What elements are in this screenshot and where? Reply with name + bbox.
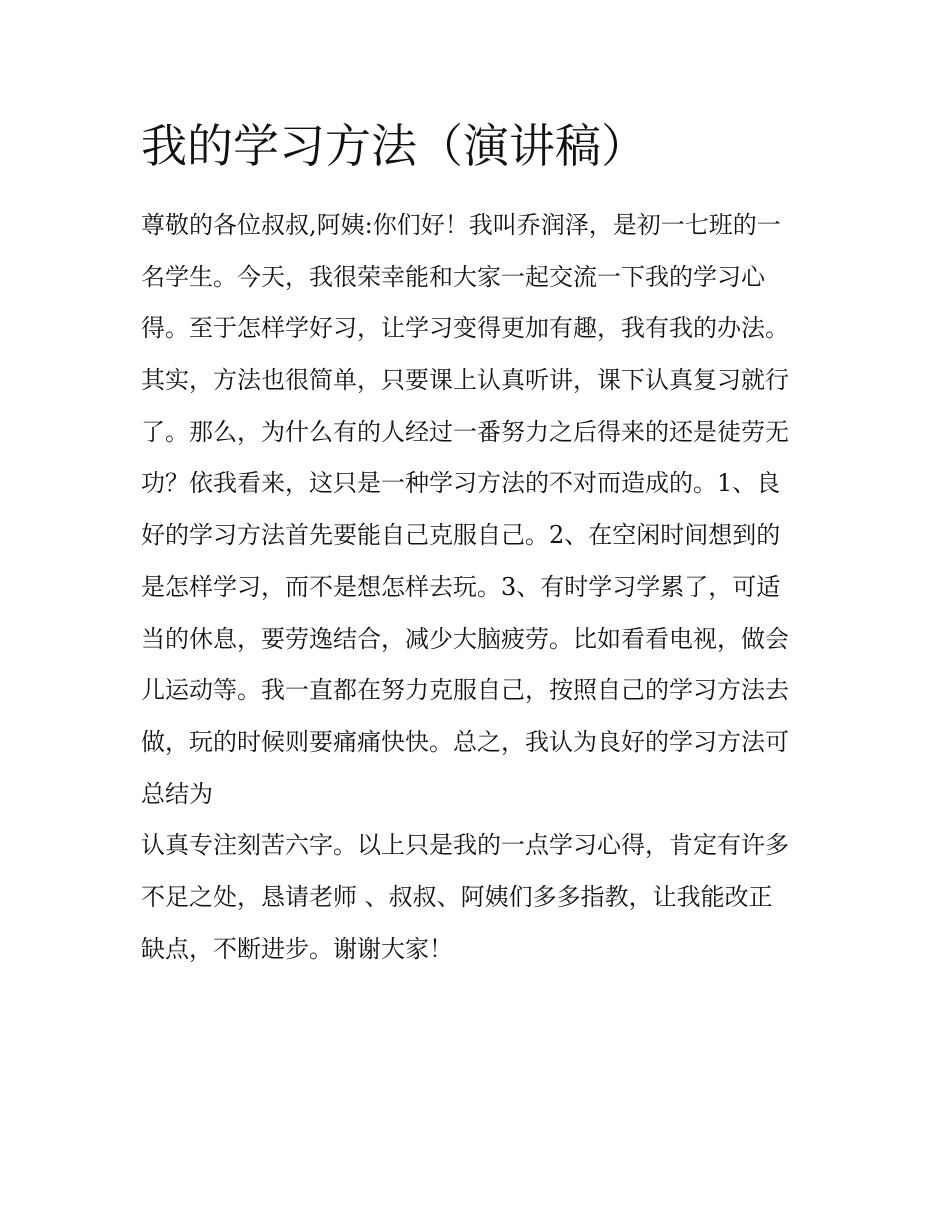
body-line: 好的学习方法首先要能自己克服自己。2、在空闲时间想到的	[141, 521, 781, 550]
body-line: 做，玩的时候则要痛痛快快。总之，我认为良好的学习方法可	[141, 727, 789, 756]
speech-body	[141, 200, 821, 975]
body-line: 不足之处，恳请老师 、叔叔、阿姨们多多指教，让我能改正	[141, 882, 773, 911]
body-line: 得。至于怎样学好习，让学习变得更加有趣，我有我的办法。	[141, 314, 789, 343]
body-line: 功？依我看来，这只是一种学习方法的不对而造成的。1、良	[141, 469, 781, 498]
body-line: 当的休息，要劳逸结合，减少大脑疲劳。比如看看电视，做会	[141, 624, 789, 653]
body-line: 其实，方法也很简单，只要课上认真听讲，课下认真复习就行	[141, 366, 789, 395]
body-line: 儿运动等。我一直都在努力克服自己，按照自己的学习方法去	[141, 676, 789, 705]
body-line: 名学生。今天，我很荣幸能和大家一起交流一下我的学习心	[141, 262, 765, 291]
body-line: 缺点，不断进步。谢谢大家！	[141, 934, 453, 963]
body-line: 总结为	[141, 779, 213, 808]
body-line: 认真专注刻苦六字。以上只是我的一点学习心得，肯定有许多	[141, 831, 789, 860]
body-line: 尊敬的各位叔叔,阿姨:你们好！我叫乔润泽，是初一七班的一	[141, 211, 781, 239]
body-line: 了。那么，为什么有的人经过一番努力之后得来的还是徒劳无	[141, 417, 789, 446]
document-title: 我的学习方法（演讲稿）	[141, 119, 647, 173]
body-line: 是怎样学习，而不是想怎样去玩。3、有时学习学累了，可适	[141, 572, 781, 601]
